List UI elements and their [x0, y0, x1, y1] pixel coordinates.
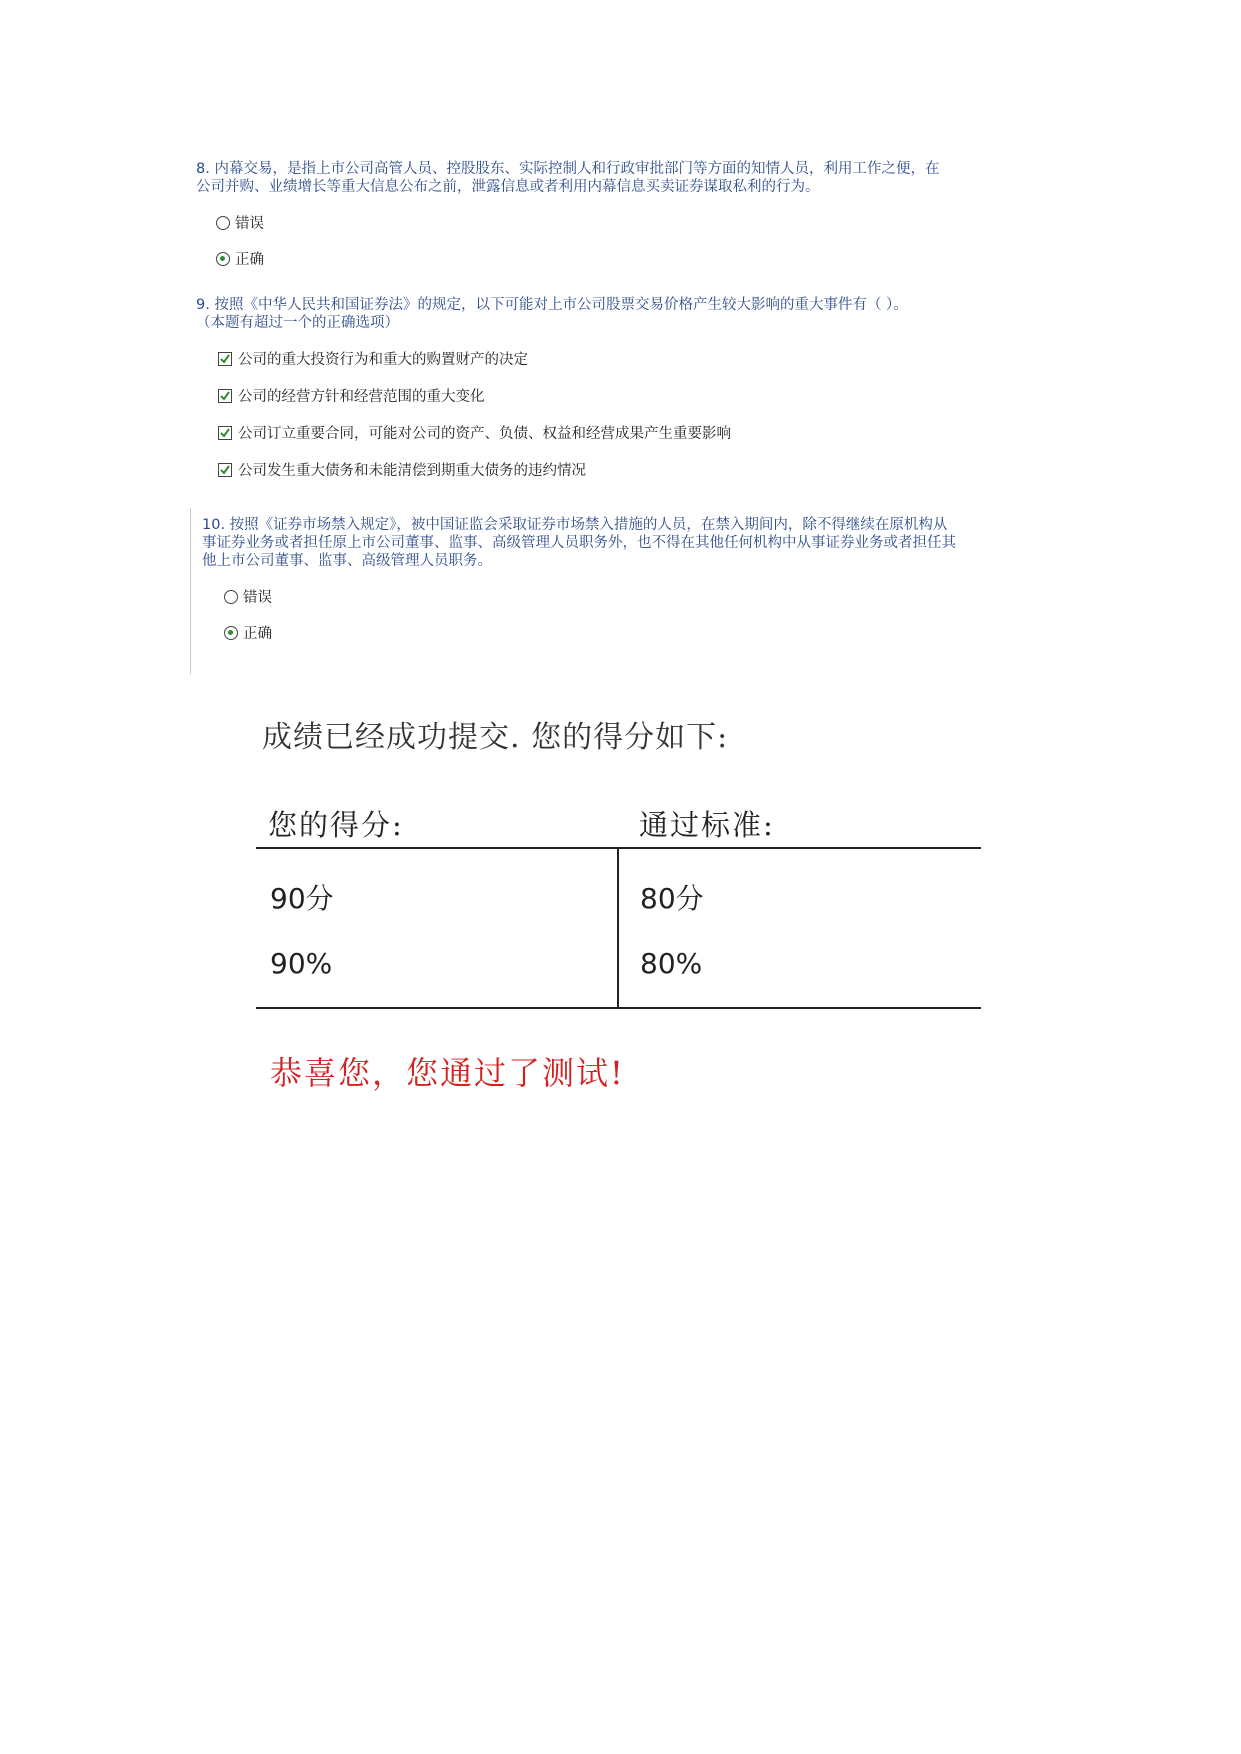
your-score-points: 90分: [270, 882, 334, 915]
radio-unselected-icon[interactable]: [216, 216, 230, 230]
q9-option-2-label: 公司的经营方针和经营范围的重大变化: [238, 389, 485, 405]
q9-option-3[interactable]: [218, 422, 731, 443]
q10-option-correct-label: 正确: [243, 626, 272, 642]
q8-option-correct-label: 正确: [235, 252, 264, 268]
checkbox-checked-icon[interactable]: [218, 389, 232, 403]
checkbox-checked-icon[interactable]: [218, 426, 232, 440]
radio-unselected-icon[interactable]: [224, 590, 238, 604]
radio-selected-icon[interactable]: [216, 252, 230, 266]
result-title: 成绩已经成功提交. 您的得分如下:: [262, 720, 729, 755]
q9-option-4-label: 公司发生重大债务和未能清偿到期重大债务的违约情况: [238, 463, 586, 479]
question-9: [196, 296, 1056, 332]
question-8-text-line1: 8. 内幕交易，是指上市公司高管人员、控股股东、实际控制人和行政审批部门等方面的知情人员，利用工作之便，在: [196, 161, 940, 177]
q8-option-correct[interactable]: [216, 248, 264, 269]
question-10-text-line3: 他上市公司董事、监事、高级管理人员职务。: [202, 553, 492, 569]
q10-option-correct[interactable]: [224, 622, 272, 643]
pass-percent: 80%: [640, 947, 703, 980]
q9-option-1[interactable]: [218, 348, 528, 369]
radio-selected-icon[interactable]: [224, 626, 238, 640]
q9-option-3-label: 公司订立重要合同，可能对公司的资产、负债、权益和经营成果产生重要影响: [238, 426, 731, 442]
question-8: [196, 160, 1056, 196]
question-9-text-line2: （本题有超过一个的正确选项）: [196, 315, 399, 331]
question-8-text-line2: 公司并购、业绩增长等重大信息公布之前，泄露信息或者利用内幕信息买卖证券谋取私利的行为。: [196, 179, 820, 195]
table-bottom-rule: [256, 1007, 981, 1009]
table-column-divider: [617, 847, 619, 1009]
q8-option-wrong-label: 错误: [235, 216, 264, 232]
q10-option-wrong-label: 错误: [243, 590, 272, 606]
pass-points: 80分: [640, 882, 704, 915]
q10-option-wrong[interactable]: [224, 586, 272, 607]
question-9-text-line1: 9. 按照《中华人民共和国证券法》的规定，以下可能对上市公司股票交易价格产生较大影响的重大事件有（ ）。: [196, 297, 908, 313]
your-score-percent: 90%: [270, 947, 333, 980]
q9-option-2[interactable]: [218, 385, 485, 406]
q9-option-4[interactable]: [218, 459, 586, 480]
score-table: [256, 795, 981, 1010]
question-10-left-border: [190, 508, 191, 674]
question-10-text-line1: 10. 按照《证券市场禁入规定》，被中国证监会采取证券市场禁入措施的人员，在禁入期间内，除不得继续在原机构从: [202, 517, 948, 533]
q8-option-wrong[interactable]: [216, 212, 264, 233]
congratulations-message: 恭喜您，您通过了测试!: [270, 1054, 625, 1092]
checkbox-checked-icon[interactable]: [218, 463, 232, 477]
pass-standard-header: 通过标准:: [639, 808, 775, 842]
question-10: [202, 516, 1062, 570]
question-10-text-line2: 事证券业务或者担任原上市公司董事、监事、高级管理人员职务外，也不得在其他任何机构中从事证券业务或者担任其: [202, 535, 956, 551]
checkbox-checked-icon[interactable]: [218, 352, 232, 366]
your-score-header: 您的得分:: [268, 808, 404, 842]
q9-option-1-label: 公司的重大投资行为和重大的购置财产的决定: [238, 352, 528, 368]
